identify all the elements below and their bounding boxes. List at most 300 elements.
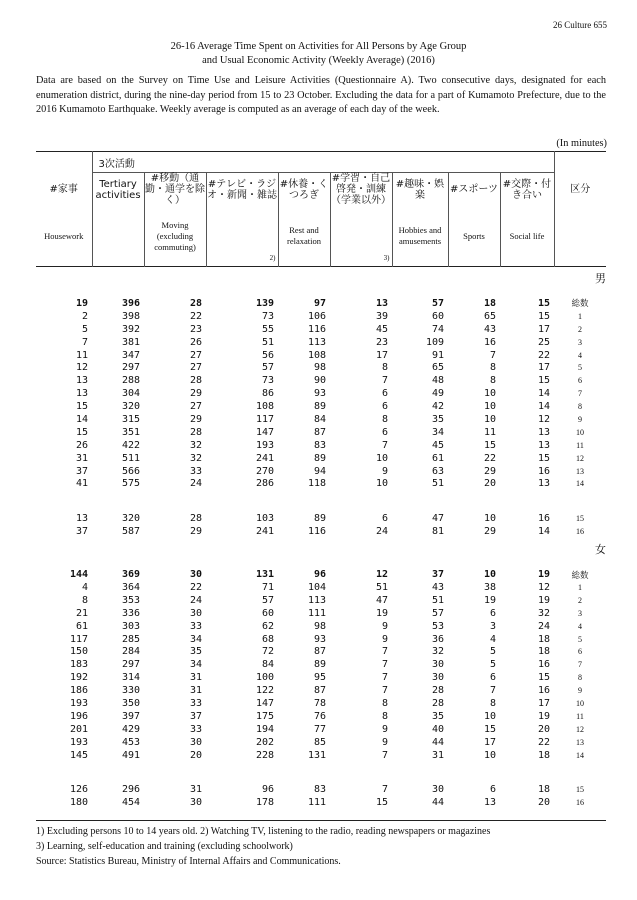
- col-en-blank: [554, 206, 606, 267]
- table-cell: 10: [483, 710, 496, 722]
- table-cell: 27: [189, 349, 202, 361]
- table-cell: 10: [375, 452, 388, 464]
- sex-section-label: 女: [595, 543, 606, 557]
- table-cell: 76: [313, 710, 326, 722]
- table-cell: 57: [261, 594, 274, 606]
- row-code: 14: [576, 750, 584, 760]
- table-cell: 116: [307, 323, 326, 335]
- table-description: Data are based on the Survey on Time Use and Leisure Activities (Questionnaire A). Two consecutive days, designated for each enumeration district, during the nine-day period from 15 to 23 October. Excluding the data for a part of Kumamoto Prefecture, due to the 2016 Kumamoto Earthquake. Weekly average is computed as an average of each day of the week.: [36, 75, 606, 115]
- table-row: [36, 477, 606, 490]
- row-code: 11: [576, 711, 584, 721]
- table-cell: 89: [313, 659, 326, 671]
- table-cell: 63: [431, 465, 444, 477]
- table-cell: 31: [189, 784, 202, 796]
- footnote-line: 3) Learning, self-education and training (excluding schoolwork): [36, 841, 293, 852]
- table-cell: 96: [261, 784, 274, 796]
- table-cell: 93: [313, 388, 326, 400]
- table-cell: 587: [121, 526, 140, 538]
- table-cell: 30: [431, 659, 444, 671]
- table-cell: 145: [69, 749, 88, 761]
- table-cell: 18: [537, 646, 550, 658]
- table-cell: 330: [121, 685, 140, 697]
- table-cell: 7: [381, 685, 388, 697]
- table-cell: 83: [313, 439, 326, 451]
- table-row: [36, 723, 606, 736]
- table-cell: 12: [375, 569, 388, 581]
- col-en-hobbies: Hobbies and amusements: [392, 206, 448, 267]
- table-cell: 8: [489, 362, 496, 374]
- table-cell: 36: [431, 633, 444, 645]
- table-cell: 104: [307, 581, 326, 593]
- table-cell: 24: [375, 526, 388, 538]
- table-cell: 35: [431, 710, 444, 722]
- table-cell: 228: [255, 749, 274, 761]
- table-cell: 17: [537, 323, 550, 335]
- table-cell: 98: [313, 362, 326, 374]
- table-cell: 10: [483, 388, 496, 400]
- table-cell: 89: [313, 452, 326, 464]
- row-code: 13: [576, 466, 584, 476]
- table-cell: 8: [381, 413, 388, 425]
- table-cell: 60: [261, 607, 274, 619]
- table-cell: 24: [189, 478, 202, 490]
- table-cell: 392: [121, 323, 140, 335]
- table-row: [36, 568, 606, 581]
- table-cell: 31: [189, 685, 202, 697]
- table-cell: 4: [81, 581, 88, 593]
- table-cell: 106: [307, 310, 326, 322]
- col-jp-moving: #移動（通勤・通学を除く）: [145, 173, 205, 206]
- table-cell: 33: [189, 620, 202, 632]
- table-cell: 27: [189, 401, 202, 413]
- table-cell: 14: [75, 413, 88, 425]
- table-cell: 98: [313, 620, 326, 632]
- table-cell: 42: [431, 401, 444, 413]
- table-cell: 9: [381, 736, 388, 748]
- table-cell: 241: [255, 526, 274, 538]
- table-cell: 9: [381, 633, 388, 645]
- table-cell: 7: [489, 685, 496, 697]
- table-row: [36, 452, 606, 465]
- row-code: 14: [576, 479, 584, 489]
- table-cell: 89: [313, 513, 326, 525]
- table-cell: 192: [69, 672, 88, 684]
- table-cell: 51: [431, 478, 444, 490]
- table-row: [36, 594, 606, 607]
- table-cell: 6: [381, 513, 388, 525]
- table-row: [36, 439, 606, 452]
- table-cell: 398: [121, 310, 140, 322]
- table-cell: 193: [69, 697, 88, 709]
- table-cell: 38: [483, 581, 496, 593]
- table-cell: 29: [189, 526, 202, 538]
- table-row: [36, 525, 606, 538]
- table-cell: 183: [69, 659, 88, 671]
- col-jp-rest: #休養・くつろぎ: [278, 173, 330, 207]
- table-cell: 320: [121, 513, 140, 525]
- table-cell: 72: [261, 646, 274, 658]
- table-cell: 39: [375, 310, 388, 322]
- table-cell: 7: [381, 375, 388, 387]
- table-cell: 285: [121, 633, 140, 645]
- row-code: 3: [578, 337, 582, 347]
- table-cell: 20: [537, 797, 550, 809]
- table-row: [36, 620, 606, 633]
- table-cell: 15: [375, 797, 388, 809]
- row-code: 5: [578, 363, 582, 373]
- col-en-tv-radio: [206, 206, 278, 267]
- table-cell: 33: [189, 723, 202, 735]
- table-cell: 51: [431, 594, 444, 606]
- table-row: [36, 607, 606, 620]
- table-cell: 53: [431, 620, 444, 632]
- table-cell: 351: [121, 426, 140, 438]
- table-cell: 32: [189, 439, 202, 451]
- table-cell: 9: [381, 620, 388, 632]
- table-cell: 314: [121, 672, 140, 684]
- row-code: 1: [578, 582, 582, 592]
- table-cell: 51: [375, 581, 388, 593]
- table-cell: 11: [75, 349, 88, 361]
- table-cell: 381: [121, 336, 140, 348]
- table-cell: 13: [75, 375, 88, 387]
- table-cell: 364: [121, 581, 140, 593]
- table-cell: 65: [483, 310, 496, 322]
- table-cell: 32: [431, 646, 444, 658]
- table-cell: 369: [121, 569, 140, 581]
- table-row: [36, 297, 606, 310]
- table-cell: 19: [75, 297, 88, 309]
- table-cell: 25: [537, 336, 550, 348]
- table-cell: 19: [483, 594, 496, 606]
- table-cell: 68: [261, 633, 274, 645]
- row-code: 11: [576, 440, 584, 450]
- table-cell: 34: [189, 659, 202, 671]
- table-cell: 122: [255, 685, 274, 697]
- table-cell: 10: [483, 401, 496, 413]
- table-cell: 28: [431, 697, 444, 709]
- table-cell: 20: [537, 723, 550, 735]
- row-code: 12: [576, 453, 584, 463]
- table-cell: 12: [537, 413, 550, 425]
- table-cell: 35: [189, 646, 202, 658]
- table-cell: 109: [425, 336, 444, 348]
- table-cell: 288: [121, 375, 140, 387]
- table-cell: 7: [381, 749, 388, 761]
- table-cell: 117: [255, 413, 274, 425]
- row-code: 10: [576, 698, 584, 708]
- footnotes: [36, 824, 490, 869]
- table-cell: 270: [255, 465, 274, 477]
- table-title-line1: 26-16 Average Time Spent on Activities for All Persons by Age Group: [170, 41, 467, 52]
- table-cell: 45: [431, 439, 444, 451]
- row-code: 16: [576, 798, 584, 808]
- table-cell: 15: [537, 672, 550, 684]
- table-cell: 29: [189, 388, 202, 400]
- table-cell: 286: [255, 478, 274, 490]
- table-cell: 7: [381, 659, 388, 671]
- col-jp-learning: #学習・自己啓発・訓練（学業以外）: [331, 173, 391, 206]
- table-cell: 15: [75, 426, 88, 438]
- table-row: [36, 796, 606, 809]
- table-row: [36, 710, 606, 723]
- table-cell: 57: [261, 362, 274, 374]
- row-code: 6: [578, 376, 582, 386]
- table-cell: 111: [307, 607, 326, 619]
- table-row: [36, 684, 606, 697]
- table-cell: 139: [255, 297, 274, 309]
- table-cell: 13: [537, 426, 550, 438]
- table-cell: 83: [313, 784, 326, 796]
- table-cell: 22: [189, 581, 202, 593]
- col-en-rest: Rest and relaxation: [278, 206, 330, 267]
- table-cell: 108: [255, 401, 274, 413]
- table-cell: 7: [381, 784, 388, 796]
- table-cell: 511: [121, 452, 140, 464]
- table-cell: 40: [431, 723, 444, 735]
- table-cell: 16: [537, 685, 550, 697]
- table-cell: 17: [537, 697, 550, 709]
- group-header: 3次活動: [92, 152, 554, 173]
- table-cell: 15: [483, 723, 496, 735]
- table-row: [36, 413, 606, 426]
- table-cell: 18: [537, 749, 550, 761]
- table-cell: 575: [121, 478, 140, 490]
- row-code: 8: [578, 673, 582, 683]
- table-cell: 13: [75, 388, 88, 400]
- row-code: 1: [578, 311, 582, 321]
- row-code: 9: [578, 414, 582, 424]
- table-cell: 118: [307, 478, 326, 490]
- col-en-social: Social life: [500, 206, 554, 267]
- row-code: 総数: [571, 299, 589, 310]
- table-cell: 19: [537, 594, 550, 606]
- table-cell: 396: [121, 297, 140, 309]
- table-cell: 93: [313, 633, 326, 645]
- table-cell: 19: [375, 607, 388, 619]
- table-cell: 7: [381, 672, 388, 684]
- table-cell: 51: [261, 336, 274, 348]
- table-cell: 62: [261, 620, 274, 632]
- table-cell: 28: [431, 685, 444, 697]
- row-code: 9: [578, 686, 582, 696]
- table-cell: 117: [69, 633, 88, 645]
- table-cell: 20: [483, 478, 496, 490]
- table-cell: 57: [431, 607, 444, 619]
- table-cell: 18: [537, 633, 550, 645]
- table-cell: 180: [69, 797, 88, 809]
- table-cell: 30: [431, 672, 444, 684]
- table-cell: 16: [537, 513, 550, 525]
- col-jp-social: #交際・付き合い: [500, 173, 554, 207]
- footnote-ref-3: 3): [383, 254, 390, 262]
- header-blank: [554, 152, 606, 173]
- table-cell: 27: [189, 362, 202, 374]
- table-cell: 28: [189, 513, 202, 525]
- table-cell: 60: [431, 310, 444, 322]
- table-cell: 47: [431, 513, 444, 525]
- table-cell: 17: [483, 736, 496, 748]
- table-cell: 33: [189, 697, 202, 709]
- table-cell: 186: [69, 685, 88, 697]
- table-cell: 37: [431, 569, 444, 581]
- table-cell: 15: [483, 439, 496, 451]
- table-cell: 347: [121, 349, 140, 361]
- col-en-learning: [330, 206, 392, 267]
- table-cell: 422: [121, 439, 140, 451]
- table-cell: 14: [537, 526, 550, 538]
- table-row: [36, 336, 606, 349]
- table-cell: 10: [483, 413, 496, 425]
- table-row: [36, 736, 606, 749]
- table-cell: 10: [375, 478, 388, 490]
- row-code: 8: [578, 402, 582, 412]
- row-code: 7: [578, 389, 582, 399]
- table-cell: 73: [261, 375, 274, 387]
- table-cell: 16: [537, 659, 550, 671]
- row-code: 2: [578, 595, 582, 605]
- footnote-rule: [36, 820, 606, 821]
- table-cell: 303: [121, 620, 140, 632]
- table-cell: 8: [381, 697, 388, 709]
- table-cell: 14: [537, 401, 550, 413]
- table-cell: 315: [121, 413, 140, 425]
- footnote-ref-2: 2): [269, 254, 276, 262]
- table-cell: 6: [381, 388, 388, 400]
- table-cell: 3: [489, 620, 496, 632]
- table-row: [36, 400, 606, 413]
- table-title-line2: and Usual Economic Activity (Weekly Average) (2016): [202, 55, 435, 66]
- table-cell: 30: [189, 736, 202, 748]
- table-cell: 353: [121, 594, 140, 606]
- table-cell: 22: [537, 736, 550, 748]
- table-cell: 202: [255, 736, 274, 748]
- table-cell: 22: [483, 452, 496, 464]
- table-cell: 16: [483, 336, 496, 348]
- table-cell: 30: [189, 607, 202, 619]
- table-cell: 144: [69, 569, 88, 581]
- table-cell: 37: [75, 465, 88, 477]
- row-code: 3: [578, 608, 582, 618]
- table-cell: 116: [307, 526, 326, 538]
- col-jp-sports: #スポーツ: [448, 173, 500, 207]
- row-code: 15: [576, 514, 584, 524]
- table-cell: 96: [313, 569, 326, 581]
- table-row: [36, 361, 606, 374]
- table-cell: 284: [121, 646, 140, 658]
- table-row: [36, 512, 606, 525]
- table-cell: 97: [313, 297, 326, 309]
- col-jp-housework: #家事: [36, 173, 92, 207]
- table-cell: 13: [483, 797, 496, 809]
- table-cell: 8: [381, 362, 388, 374]
- table-row: [36, 374, 606, 387]
- table-cell: 7: [381, 646, 388, 658]
- table-cell: 103: [255, 513, 274, 525]
- table-cell: 31: [431, 749, 444, 761]
- table-cell: 13: [537, 478, 550, 490]
- table-cell: 32: [537, 607, 550, 619]
- table-cell: 178: [255, 797, 274, 809]
- table-cell: 194: [255, 723, 274, 735]
- table-cell: 22: [537, 349, 550, 361]
- row-code: 2: [578, 324, 582, 334]
- table-cell: 41: [75, 478, 88, 490]
- row-code: 4: [578, 350, 582, 360]
- table-cell: 18: [483, 297, 496, 309]
- table-cell: 71: [261, 581, 274, 593]
- table-cell: 95: [313, 672, 326, 684]
- table-cell: 201: [69, 723, 88, 735]
- table-cell: 20: [189, 749, 202, 761]
- col-en-moving: Moving (excluding commuting): [144, 206, 206, 267]
- table-cell: 29: [483, 526, 496, 538]
- table-row: [36, 323, 606, 336]
- table-cell: 296: [121, 784, 140, 796]
- header-blank: [36, 152, 92, 173]
- table-cell: 193: [69, 736, 88, 748]
- table-cell: 56: [261, 349, 274, 361]
- sex-section-label: 男: [595, 272, 606, 285]
- table-cell: 87: [313, 685, 326, 697]
- table-cell: 49: [431, 388, 444, 400]
- table-cell: 24: [189, 594, 202, 606]
- table-cell: 94: [313, 465, 326, 477]
- table-cell: 81: [431, 526, 444, 538]
- table-cell: 30: [189, 569, 202, 581]
- table-cell: 30: [189, 797, 202, 809]
- table-cell: 5: [489, 659, 496, 671]
- table-cell: 10: [483, 749, 496, 761]
- table-cell: 8: [381, 710, 388, 722]
- table-cell: 61: [431, 452, 444, 464]
- table-cell: 6: [489, 784, 496, 796]
- table-cell: 15: [537, 297, 550, 309]
- table-cell: 113: [307, 594, 326, 606]
- row-code: 6: [578, 647, 582, 657]
- table-cell: 9: [381, 465, 388, 477]
- table-row: [36, 349, 606, 362]
- col-en-blank: [92, 206, 144, 267]
- table-cell: 48: [431, 375, 444, 387]
- table-cell: 108: [307, 349, 326, 361]
- table-cell: 28: [189, 297, 202, 309]
- table-cell: 28: [189, 426, 202, 438]
- table-cell: 8: [489, 697, 496, 709]
- footnote-line: 1) Excluding persons 10 to 14 years old. 2) Watching TV, listening to the radio, reading newspapers or magazines: [36, 826, 491, 837]
- table-cell: 7: [489, 349, 496, 361]
- table-cell: 77: [313, 723, 326, 735]
- table-cell: 131: [255, 569, 274, 581]
- table-cell: 37: [75, 526, 88, 538]
- table-cell: 43: [431, 581, 444, 593]
- table-cell: 21: [75, 607, 88, 619]
- table-cell: 397: [121, 710, 140, 722]
- table-cell: 23: [375, 336, 388, 348]
- row-code: 12: [576, 724, 584, 734]
- table-cell: 73: [261, 310, 274, 322]
- table-cell: 320: [121, 401, 140, 413]
- col-en-tertiary: Tertiary activities: [92, 173, 144, 207]
- table-cell: 23: [189, 323, 202, 335]
- table-cell: 7: [381, 439, 388, 451]
- table-cell: 11: [483, 426, 496, 438]
- table-cell: 85: [313, 736, 326, 748]
- source-line: Source: Statistics Bureau, Ministry of Internal Affairs and Communications.: [36, 856, 341, 867]
- running-header: 26 Culture 655: [553, 20, 607, 30]
- table-cell: 491: [121, 749, 140, 761]
- table-cell: 17: [537, 362, 550, 374]
